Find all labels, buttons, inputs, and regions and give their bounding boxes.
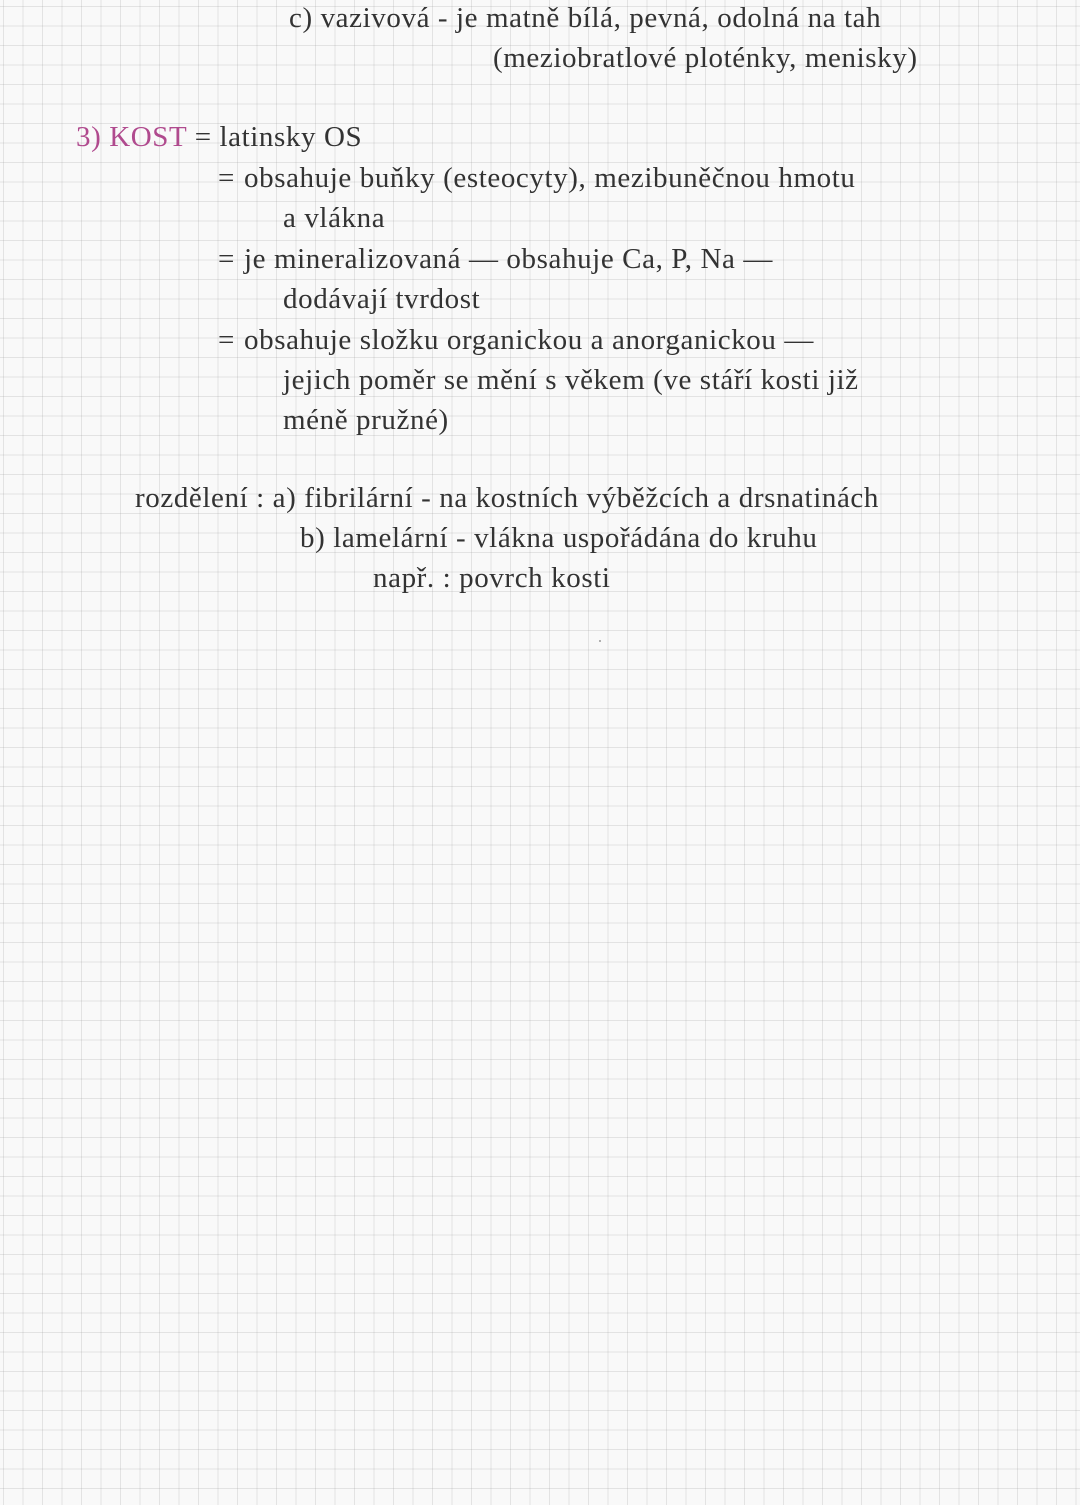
definition-3-continuation-1: jejich poměr se mění s věkem (ve stáří kosti již	[283, 364, 859, 396]
definition-1-continuation: a vlákna	[283, 202, 386, 234]
section-title: KOST	[109, 121, 187, 153]
section-number: 3)	[76, 121, 102, 153]
division-b-example: např. : povrch kosti	[373, 562, 611, 594]
equals-sign: =	[218, 243, 235, 275]
definition-line-3	[218, 320, 814, 360]
equals-sign: =	[218, 324, 235, 356]
division-label: rozdělení :	[135, 482, 265, 514]
ink-dot	[599, 640, 601, 642]
division-b: b) lamelární - vlákna uspořádána do kruhu	[300, 522, 818, 554]
definition-text-2: je mineralizovaná — obsahuje Ca, P, Na —	[244, 243, 773, 275]
equals-sign: =	[218, 162, 235, 194]
section-heading-kost	[76, 117, 362, 157]
item-c-vazivova: c) vazivová - je matně bílá, pevná, odolná na tah	[289, 2, 882, 34]
item-c-continuation: (meziobratlové ploténky, menisky)	[493, 42, 918, 74]
definition-3-continuation-2: méně pružné)	[283, 404, 449, 436]
section-definition: = latinsky OS	[194, 121, 363, 153]
definition-text-3: obsahuje složku organickou a anorganickou —	[244, 324, 814, 356]
division-row-a	[135, 478, 879, 518]
definition-line-1	[218, 158, 855, 198]
definition-line-2	[218, 239, 773, 279]
division-a: a) fibrilární - na kostních výběžcích a drsnatinách	[272, 482, 879, 514]
definition-2-continuation: dodávají tvrdost	[283, 283, 481, 315]
definition-text-1: obsahuje buňky (esteocyty), mezibuněčnou hmotu	[244, 162, 856, 194]
